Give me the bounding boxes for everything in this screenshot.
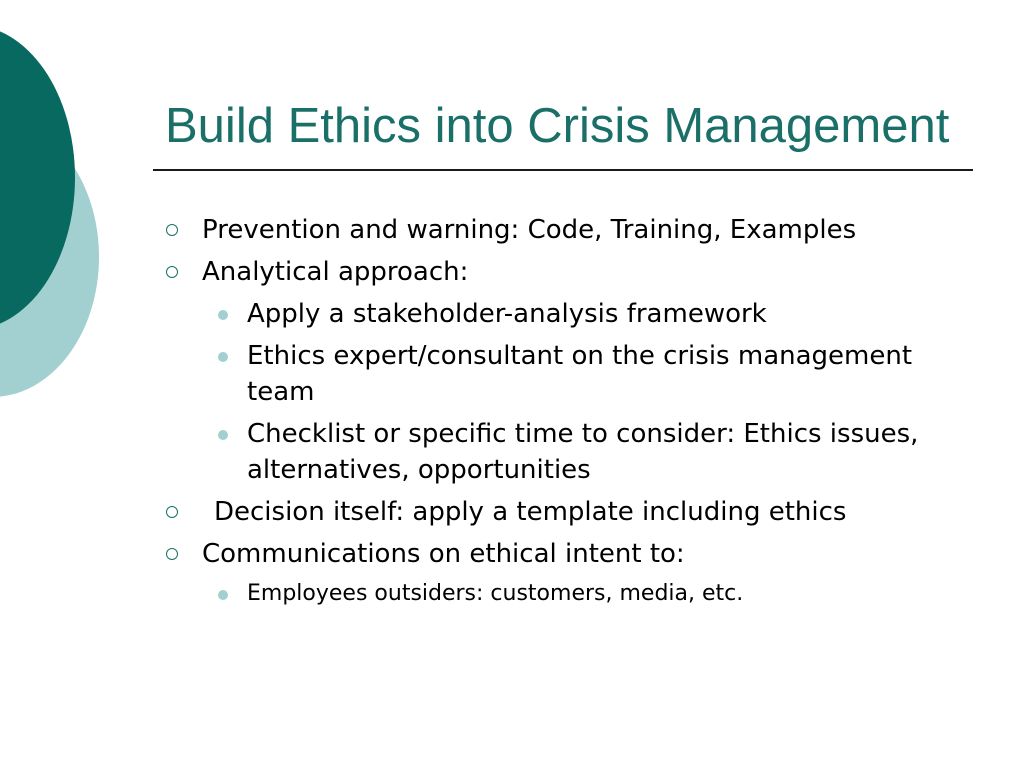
- bullet-text: Prevention and warning: Code, Training, Examples: [202, 215, 857, 245]
- sub-bullet-text: Ethics expert/consultant on the crisis management team: [247, 341, 913, 407]
- slide-body: [162, 212, 962, 616]
- bullet-analytical-approach: [162, 254, 962, 290]
- bullet-text: Communications on ethical intent to:: [202, 539, 685, 569]
- filled-circle-icon: [218, 590, 228, 600]
- hollow-circle-icon: [166, 266, 178, 278]
- bullet-decision: [162, 494, 962, 530]
- sub-bullet-text: Apply a stakeholder-analysis framework: [247, 299, 767, 329]
- filled-circle-icon: [218, 352, 228, 362]
- sub-bullet-checklist: [162, 416, 962, 488]
- title-divider: [153, 169, 973, 171]
- hollow-circle-icon: [166, 506, 178, 518]
- bullet-text: Analytical approach:: [202, 257, 469, 287]
- filled-circle-icon: [218, 430, 228, 440]
- decorative-circles: [0, 0, 110, 420]
- sub-bullet-stakeholder: [162, 296, 962, 332]
- sub-bullet-ethics-expert: [162, 338, 962, 410]
- bullet-prevention: [162, 212, 962, 248]
- hollow-circle-icon: [166, 224, 178, 236]
- sub-bullet-text: Employees outsiders: customers, media, etc.: [247, 581, 744, 606]
- bullet-text: Decision itself: apply a template including ethics: [214, 497, 847, 527]
- sub-bullet-employees: [162, 578, 962, 610]
- hollow-circle-icon: [166, 548, 178, 560]
- filled-circle-icon: [218, 310, 228, 320]
- sub-bullet-text: Checklist or specific time to consider: Ethics issues, alternatives, opportunities: [247, 419, 919, 485]
- slide-title: Build Ethics into Crisis Management: [165, 99, 950, 153]
- bullet-communications: [162, 536, 962, 572]
